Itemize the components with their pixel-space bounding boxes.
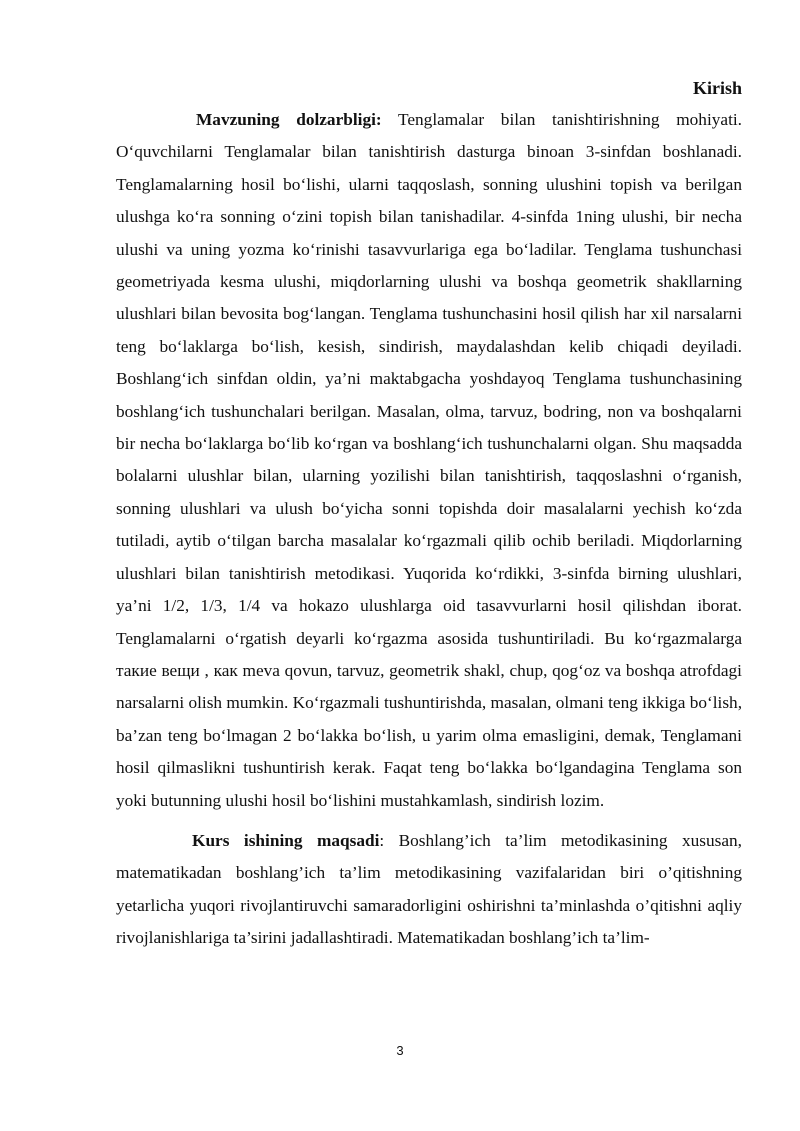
paragraph-body-relevance: Tenglamalar bilan tanishtirishning mohiyati. O‘quvchilarni Tenglamalar bilan tanishtirish dasturga binoan 3-sinfdan boshlanadi. Tenglamalarning hosil bo‘lishi, ularni taqqoslash, sonning ulushini topish va berilgan ulushga ko‘ra sonning o‘zini topish bilan tanishadilar. 4-sinfda 1ning ulushi, bir necha ulushi va uning yozma ko‘rinishi tasavvurlariga ega bo‘ladilar. Tenglama tushunchasi geometriyada kesma ulushi, miqdorlarning ulushi va boshqa geometrik shakllarning ulushlari bilan bevosita bog‘langan. Tenglama tushunchasini hosil qilish har xil narsalarni teng bo‘laklarga bo‘lish, kesish, sindirish, maydalashdan kelib chiqadi deyiladi. Boshlang‘ich sinfdan oldin, ya’ni maktabgacha yoshdayoq Tenglama tushunchasining boshlang‘ich tushunchalari berilgan. Masalan, olma, tarvuz, bodring, non va boshqalarni bir necha bo‘laklarga bo‘lib ko‘rgan va boshlang‘ich tushunchalarni olgan. Shu maqsadda bolalarni ulushlar bilan, ularning yozilishi bilan tanishtirish, taqqoslashni o‘rganish, sonning ulushlari va ulush bo‘yicha sonni topishda doir masalalarni yechish ko‘zda tutiladi, aytib o‘tilgan barcha masalalar ko‘rgazmali qilib ochib beriladi. Miqdorlarning ulushlari bilan tanishtirish metodikasi. Yuqorida ko‘rdikki, 3-sinfda birning ulushlari, ya’ni 1/2, 1/3, 1/4 va hokazo ulushlarga oid tasavvurlarni hosil qilishdan iborat. Tenglamalarni o‘rgatish deyarli ko‘rgazma asosida tushuntiriladi. Bu ko‘rgazmalarga такие вещи , как meva qovun, tarvuz, geometrik shakl, chup, qog‘oz va boshqa atrofdagi narsalarni olish mumkin. Ko‘rgazmali tushuntirishda, masalan, olmani teng ikkiga bo‘lish, ba’zan teng bo‘lmagan 2 bo‘lakka bo‘lish, u yarim olma emasligini, demak, Tenglamani hosil qilmaslikni tushuntirish kerak. Faqat teng bo‘lakka bo‘lgandagina Tenglama son yoki butunning ulushi hosil bo‘lishini mustahkamlash, sindirish lozim. bbox=[116, 110, 743, 810]
page-number: 3 bbox=[396, 1043, 404, 1058]
paragraph-lead-relevance: Mavzuning dolzarbligi: bbox=[196, 110, 382, 129]
paragraph-goal bbox=[116, 825, 742, 955]
paragraph-body-goal: : Boshlang’ich ta’lim metodikasining xususan, matematikadan boshlang’ich ta’lim metodikasining vazifalaridan biri o’qitishning yetarlicha yuqori rivojlantiruvchi samaradorligini oshirishni ta’minlashda o’qitishni aqliy rivojlanishlariga ta’sirini jadallashtiradi. Matematikadan boshlang’ich ta’lim- bbox=[116, 830, 742, 948]
section-heading: Kirish bbox=[692, 78, 742, 98]
paragraph-relevance bbox=[116, 104, 742, 817]
paragraph-lead-goal: Kurs ishining maqsadi bbox=[192, 830, 380, 850]
document-page bbox=[116, 72, 742, 955]
